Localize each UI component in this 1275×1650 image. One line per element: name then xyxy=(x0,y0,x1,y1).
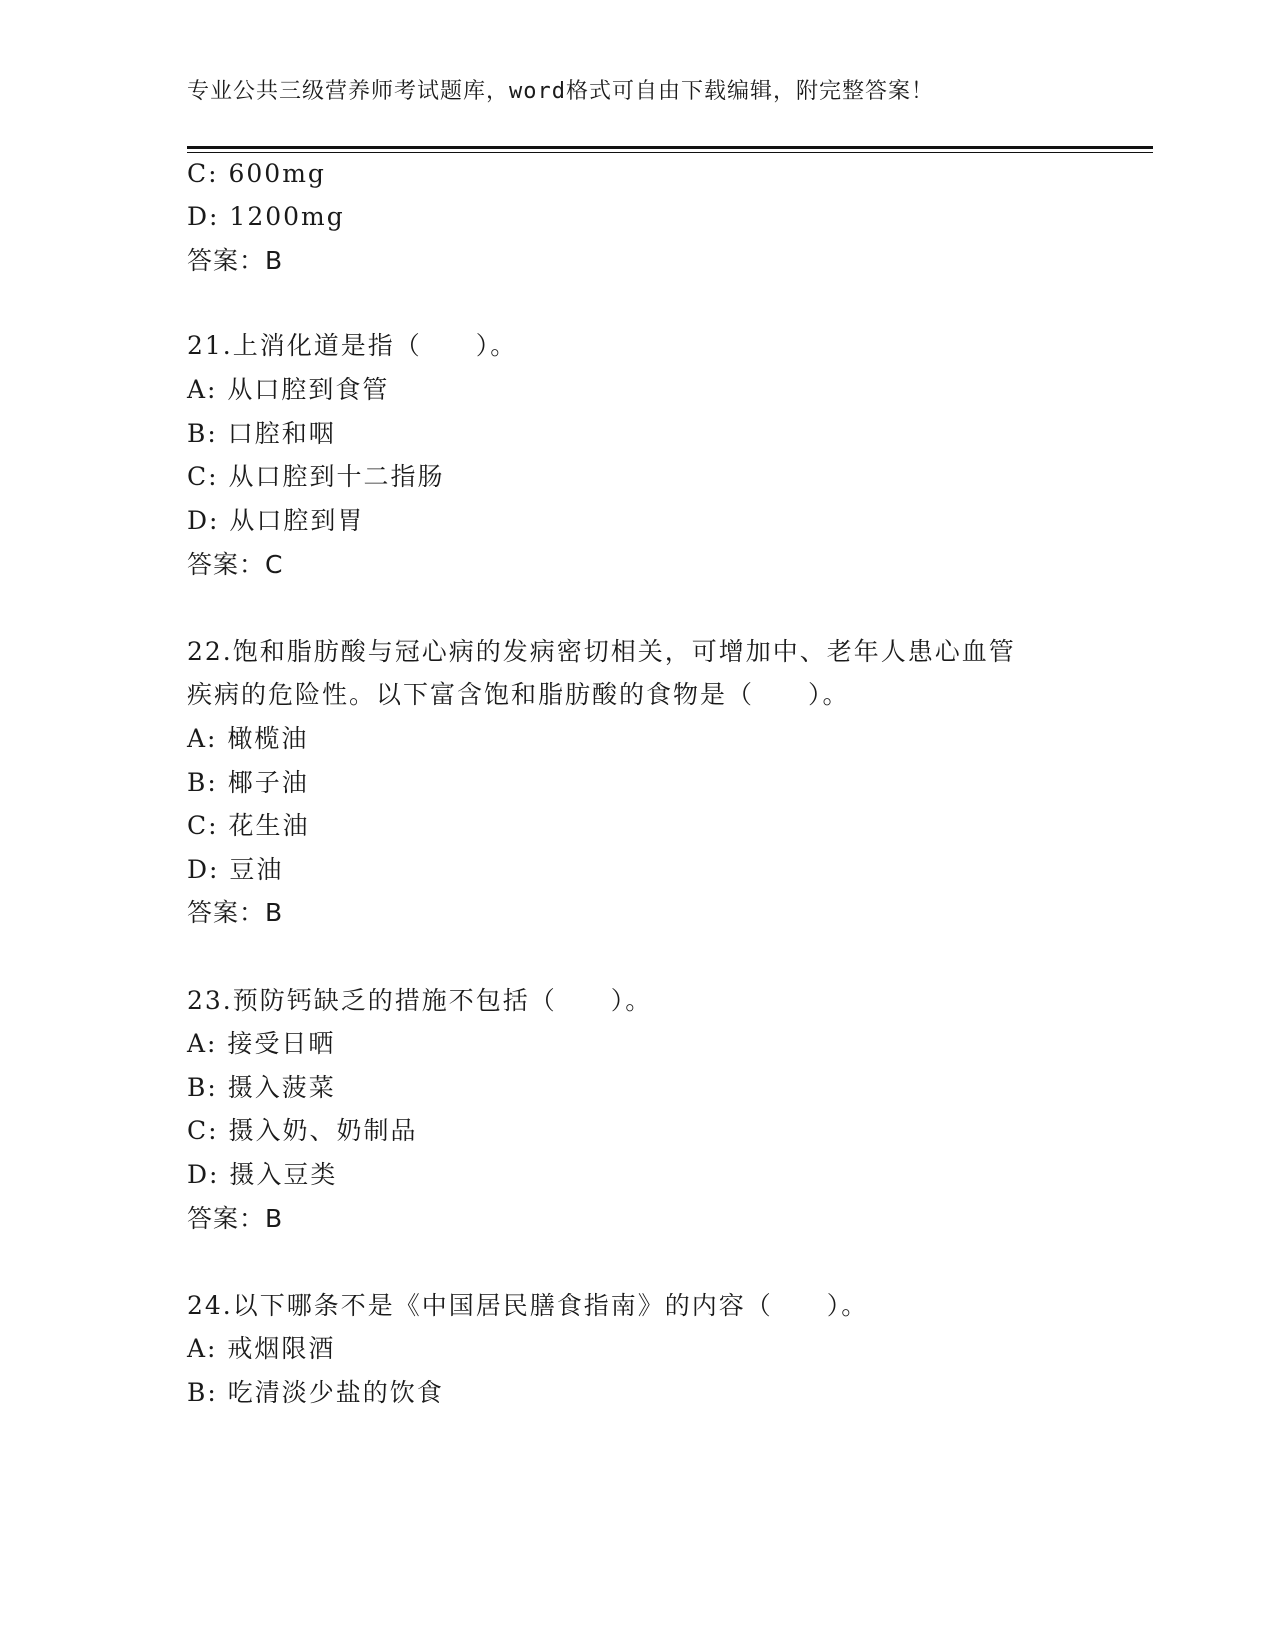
option-a: A: 从口腔到食管 xyxy=(187,375,390,404)
option-a: A: 戒烟限酒 xyxy=(187,1334,336,1363)
option-d: D: 1200mg xyxy=(187,202,345,231)
question-stem: 23.预防钙缺乏的措施不包括（ ）。 xyxy=(187,986,653,1015)
question-stem-line-1: 22.饱和脂肪酸与冠心病的发病密切相关，可增加中、老年人患心血管 xyxy=(187,637,1016,666)
option-a: A: 橄榄油 xyxy=(187,724,309,753)
answer-line: 答案：B xyxy=(187,898,284,927)
option-d: D: 摄入豆类 xyxy=(187,1160,338,1189)
option-c: C: 600mg xyxy=(187,159,326,188)
answer-line: 答案：B xyxy=(187,246,284,275)
header-divider xyxy=(187,146,1153,153)
question-stem: 21.上消化道是指（ ）。 xyxy=(187,331,518,360)
question-stem-line-2: 疾病的危险性。以下富含饱和脂肪酸的食物是（ ）。 xyxy=(187,680,850,709)
option-c: C: 从口腔到十二指肠 xyxy=(187,462,445,491)
answer-line: 答案：B xyxy=(187,1204,284,1233)
option-b: B: 椰子油 xyxy=(187,768,309,797)
option-c: C: 摄入奶、奶制品 xyxy=(187,1116,418,1145)
option-c: C: 花生油 xyxy=(187,811,310,840)
option-a: A: 接受日晒 xyxy=(187,1029,336,1058)
option-b: B: 吃清淡少盐的饮食 xyxy=(187,1378,444,1407)
question-stem: 24.以下哪条不是《中国居民膳食指南》的内容（ ）。 xyxy=(187,1291,869,1320)
option-d: D: 从口腔到胃 xyxy=(187,506,365,535)
option-d: D: 豆油 xyxy=(187,855,284,884)
answer-line: 答案：C xyxy=(187,550,284,579)
option-b: B: 摄入菠菜 xyxy=(187,1073,336,1102)
option-b: B: 口腔和咽 xyxy=(187,419,336,448)
header-title: 专业公共三级营养师考试题库，word格式可自由下载编辑，附完整答案！ xyxy=(187,79,934,104)
